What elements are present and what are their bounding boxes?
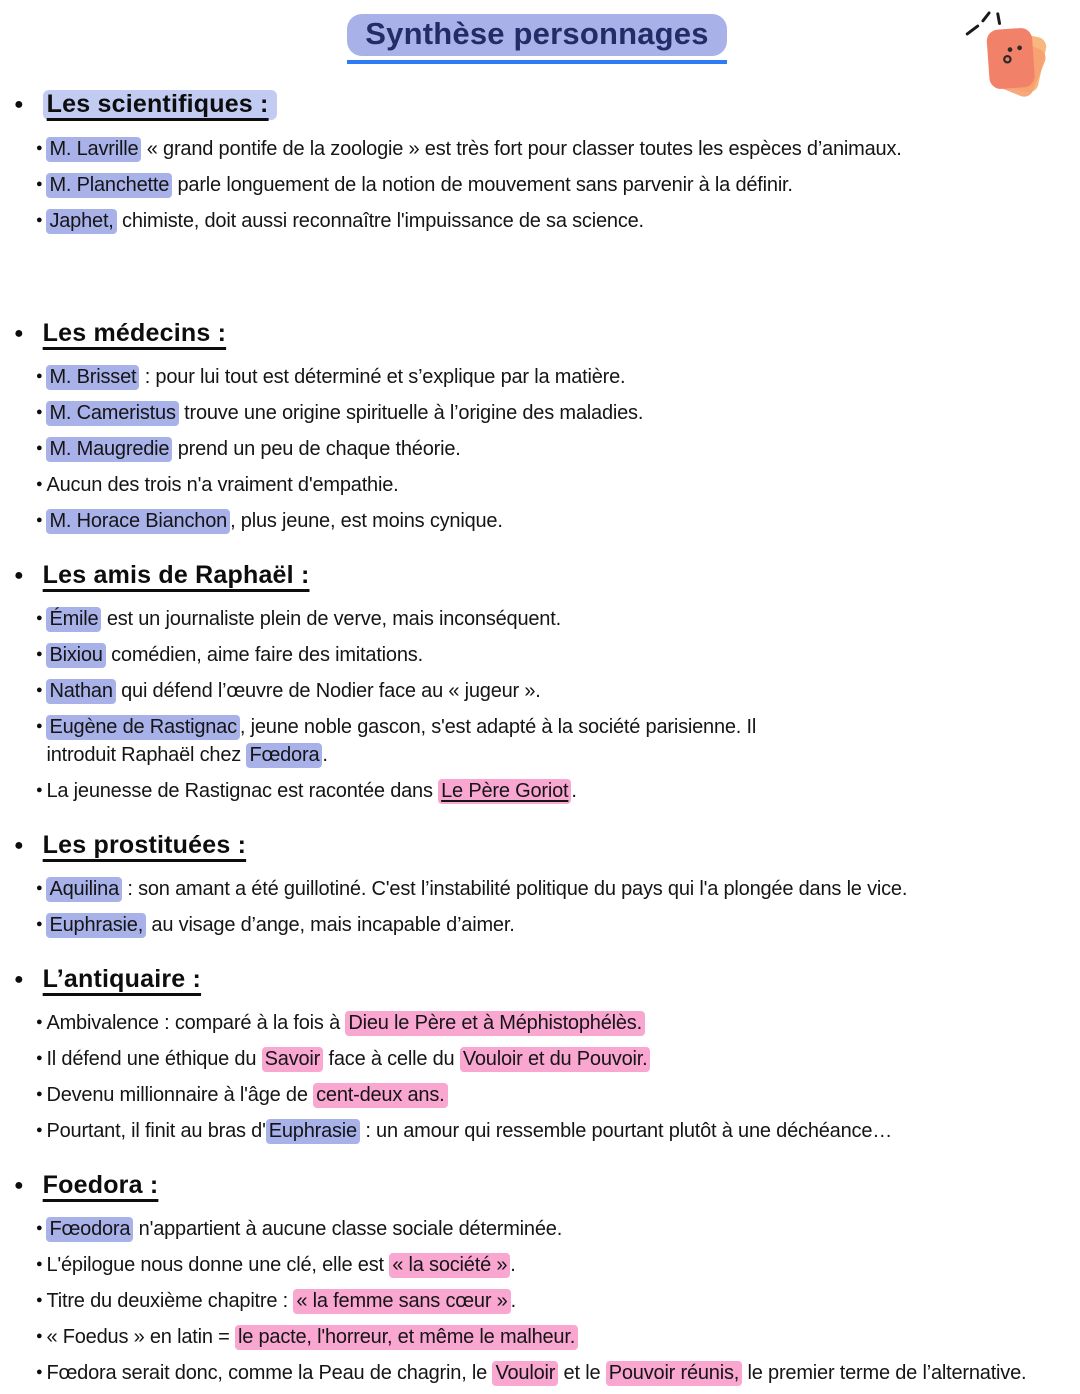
bullet-icon: ● <box>36 684 43 696</box>
list-item <box>14 1045 1060 1073</box>
purple-highlight: M. Horace Bianchon <box>46 509 230 534</box>
item-text <box>46 1251 515 1279</box>
bullet-icon: ● <box>36 1258 43 1270</box>
text-segment: le premier terme de l’alternative. <box>742 1362 1027 1384</box>
item-text <box>46 435 460 463</box>
text-segment: prend un peu de chaque théorie. <box>172 438 461 460</box>
item-text <box>46 605 561 633</box>
bullet-icon: ● <box>36 784 43 796</box>
pink-highlight: cent-deux ans. <box>313 1083 447 1108</box>
list-item <box>14 207 1060 235</box>
item-text <box>46 1359 1026 1387</box>
section-heading: L’antiquaire : <box>42 965 202 993</box>
bullet-icon: ● <box>36 1088 43 1100</box>
text-segment: comédien, aime faire des imitations. <box>105 644 423 666</box>
list-item <box>14 1081 1060 1109</box>
list-item <box>14 605 1060 633</box>
bullet-icon: ● <box>36 142 43 154</box>
page-title-text: Synthèse personnages <box>347 14 726 56</box>
text-segment: La jeunesse de Rastignac est racontée dans <box>46 780 439 802</box>
list-item <box>14 1215 1060 1243</box>
purple-highlight: Émile <box>46 607 101 632</box>
item-text <box>46 363 625 391</box>
purple-highlight: Euphrasie, <box>46 913 146 938</box>
section-les-prostituees <box>14 831 1060 939</box>
bullet-icon: ● <box>36 1016 43 1028</box>
item-text <box>46 641 422 669</box>
purple-highlight: Eugène de Rastignac <box>46 715 239 740</box>
text-segment: , plus jeune, est moins cynique. <box>230 510 503 532</box>
text-segment: . <box>322 744 328 766</box>
list-item <box>14 171 1060 199</box>
section-les-amis-de-raphael <box>14 561 1060 805</box>
purple-highlight: M. Lavrille <box>46 137 141 162</box>
section-heading-row <box>14 831 1060 860</box>
bullet-icon: ● <box>14 970 24 988</box>
item-text <box>46 507 502 535</box>
purple-highlight: Euphrasie <box>266 1119 360 1144</box>
item-text <box>46 1009 644 1037</box>
list-item <box>14 399 1060 427</box>
list-item <box>14 911 1060 939</box>
bullet-icon: ● <box>36 612 43 624</box>
page-title <box>347 14 726 64</box>
list-item <box>14 641 1060 669</box>
item-text <box>46 713 756 769</box>
item-text <box>46 1323 578 1351</box>
purple-highlight: M. Maugredie <box>46 437 172 462</box>
bullet-icon: ● <box>14 566 24 584</box>
bullet-icon: ● <box>36 406 43 418</box>
bullet-icon: ● <box>36 720 43 732</box>
pink-highlight: Dieu le Père et à Méphistophélès. <box>345 1011 645 1036</box>
text-segment: au visage d’ange, mais incapable d’aimer. <box>146 914 515 936</box>
list-item <box>14 363 1060 391</box>
section-heading-row <box>14 90 1060 120</box>
book-with-face-icon <box>962 6 1058 102</box>
item-text <box>46 777 576 805</box>
bullet-icon: ● <box>36 1366 43 1378</box>
purple-highlight: Fœdora <box>246 743 322 768</box>
text-segment: trouve une origine spirituelle à l’origine des maladies. <box>178 402 644 424</box>
list-item <box>14 1323 1060 1351</box>
list-item <box>14 471 1060 499</box>
text-segment: Aucun des trois n'a vraiment d'empathie. <box>46 474 399 496</box>
section-les-medecins <box>14 319 1060 535</box>
section-les-scientifiques <box>14 90 1060 235</box>
list-item <box>14 507 1060 535</box>
section-heading: Les scientifiques : <box>43 90 277 120</box>
bullet-icon: ● <box>36 1294 43 1306</box>
item-text <box>46 471 398 499</box>
section-heading-row <box>14 965 1060 994</box>
pink-highlight: « la femme sans cœur » <box>293 1289 510 1314</box>
purple-highlight: Japhet, <box>46 209 116 234</box>
item-text <box>46 677 540 705</box>
text-segment: introduit Raphaël chez <box>46 744 247 766</box>
text-segment: n'appartient à aucune classe sociale déterminée. <box>133 1218 563 1240</box>
section-heading-row <box>14 561 1060 590</box>
text-segment: et le <box>558 1362 606 1384</box>
purple-highlight: Aquilina <box>46 877 122 902</box>
list-item <box>14 1117 1060 1145</box>
item-text <box>46 1045 650 1073</box>
section-heading: Les prostituées : <box>42 831 247 859</box>
pink-highlight: Vouloir et du Pouvoir. <box>460 1047 651 1072</box>
section-heading-row <box>14 319 1060 348</box>
purple-highlight: M. Brisset <box>46 365 139 390</box>
item-text <box>46 171 792 199</box>
section-heading-row <box>14 1171 1060 1200</box>
sections <box>14 90 1060 1387</box>
section-heading: Les amis de Raphaël : <box>42 561 310 589</box>
list-item <box>14 1359 1060 1387</box>
item-text <box>46 1287 516 1315</box>
bullet-icon: ● <box>14 836 24 854</box>
pink-highlight: Vouloir <box>492 1361 558 1386</box>
text-segment: Devenu millionnaire à l'âge de <box>46 1084 314 1106</box>
text-segment: parle longuement de la notion de mouvement sans parvenir à la définir. <box>172 174 793 196</box>
pink-highlight: Le Père Goriot <box>438 779 571 804</box>
item-text <box>46 911 514 939</box>
text-segment: est un journaliste plein de verve, mais inconséquent. <box>101 608 561 630</box>
bullet-icon: ● <box>36 918 43 930</box>
text-segment: : son amant a été guillotiné. C'est l’instabilité politique du pays qui l'a plongée dans le vice. <box>122 878 908 900</box>
text-segment: Il défend une éthique du <box>46 1048 262 1070</box>
pink-highlight: Pouvoir réunis, <box>606 1361 742 1386</box>
bullet-icon: ● <box>14 1176 24 1194</box>
list-item <box>14 777 1060 805</box>
purple-highlight: M. Cameristus <box>46 401 178 426</box>
purple-highlight: Bixiou <box>46 643 105 668</box>
text-segment: Titre du deuxième chapitre : <box>46 1290 294 1312</box>
pink-highlight: le pacte, l'horreur, et même le malheur. <box>235 1325 578 1350</box>
text-segment: . <box>510 1290 516 1312</box>
bullet-icon: ● <box>36 442 43 454</box>
bullet-icon: ● <box>36 214 43 226</box>
bullet-icon: ● <box>36 478 43 490</box>
text-segment: : un amour qui ressemble pourtant plutôt à une déchéance… <box>359 1120 893 1142</box>
item-text <box>46 1117 892 1145</box>
bullet-icon: ● <box>14 324 24 342</box>
title-row <box>14 14 1060 64</box>
list-item <box>14 1009 1060 1037</box>
bullet-icon: ● <box>36 882 43 894</box>
bullet-icon: ● <box>36 1052 43 1064</box>
list-item <box>14 1287 1060 1315</box>
item-text <box>46 1215 562 1243</box>
purple-highlight: M. Planchette <box>46 173 172 198</box>
list-item <box>14 875 1060 903</box>
text-segment: . <box>510 1254 516 1276</box>
text-segment: Pourtant, il finit au bras d' <box>46 1120 266 1142</box>
section-l-antiquaire <box>14 965 1060 1145</box>
purple-highlight: Nathan <box>46 679 115 704</box>
text-segment: face à celle du <box>323 1048 460 1070</box>
item-text <box>46 207 643 235</box>
item-text <box>46 875 907 903</box>
section-heading: Foedora : <box>42 1171 159 1199</box>
text-segment: : pour lui tout est déterminé et s’explique par la matière. <box>139 366 626 388</box>
pink-highlight: Savoir <box>262 1047 324 1072</box>
list-item <box>14 713 1060 769</box>
bullet-icon: ● <box>14 96 24 113</box>
bullet-icon: ● <box>36 648 43 660</box>
bullet-icon: ● <box>36 1222 43 1234</box>
text-segment: , jeune noble gascon, s'est adapté à la société parisienne. Il <box>239 716 757 738</box>
text-segment: Ambivalence : comparé à la fois à <box>46 1012 346 1034</box>
list-item <box>14 1251 1060 1279</box>
item-text <box>46 399 643 427</box>
bullet-icon: ● <box>36 178 43 190</box>
item-text <box>46 1081 447 1109</box>
bullet-icon: ● <box>36 370 43 382</box>
text-segment: « Foedus » en latin = <box>46 1326 235 1348</box>
text-segment: qui défend l’œuvre de Nodier face au « jugeur ». <box>115 680 541 702</box>
text-segment: « grand pontife de la zoologie » est très fort pour classer toutes les espèces d’animaux. <box>141 138 902 160</box>
section-heading: Les médecins : <box>42 319 227 347</box>
text-segment: chimiste, doit aussi reconnaître l'impuissance de sa science. <box>116 210 644 232</box>
list-item <box>14 677 1060 705</box>
bullet-icon: ● <box>36 1330 43 1342</box>
text-segment: . <box>571 780 577 802</box>
bullet-icon: ● <box>36 514 43 526</box>
list-item <box>14 435 1060 463</box>
purple-highlight: Fœodora <box>46 1217 133 1242</box>
text-segment: Fœdora serait donc, comme la Peau de chagrin, le <box>46 1362 493 1384</box>
pink-highlight: « la société » <box>389 1253 510 1278</box>
bullet-icon: ● <box>36 1124 43 1136</box>
section-foedora <box>14 1171 1060 1387</box>
text-segment: L'épilogue nous donne une clé, elle est <box>46 1254 390 1276</box>
item-text <box>46 135 901 163</box>
list-item <box>14 135 1060 163</box>
